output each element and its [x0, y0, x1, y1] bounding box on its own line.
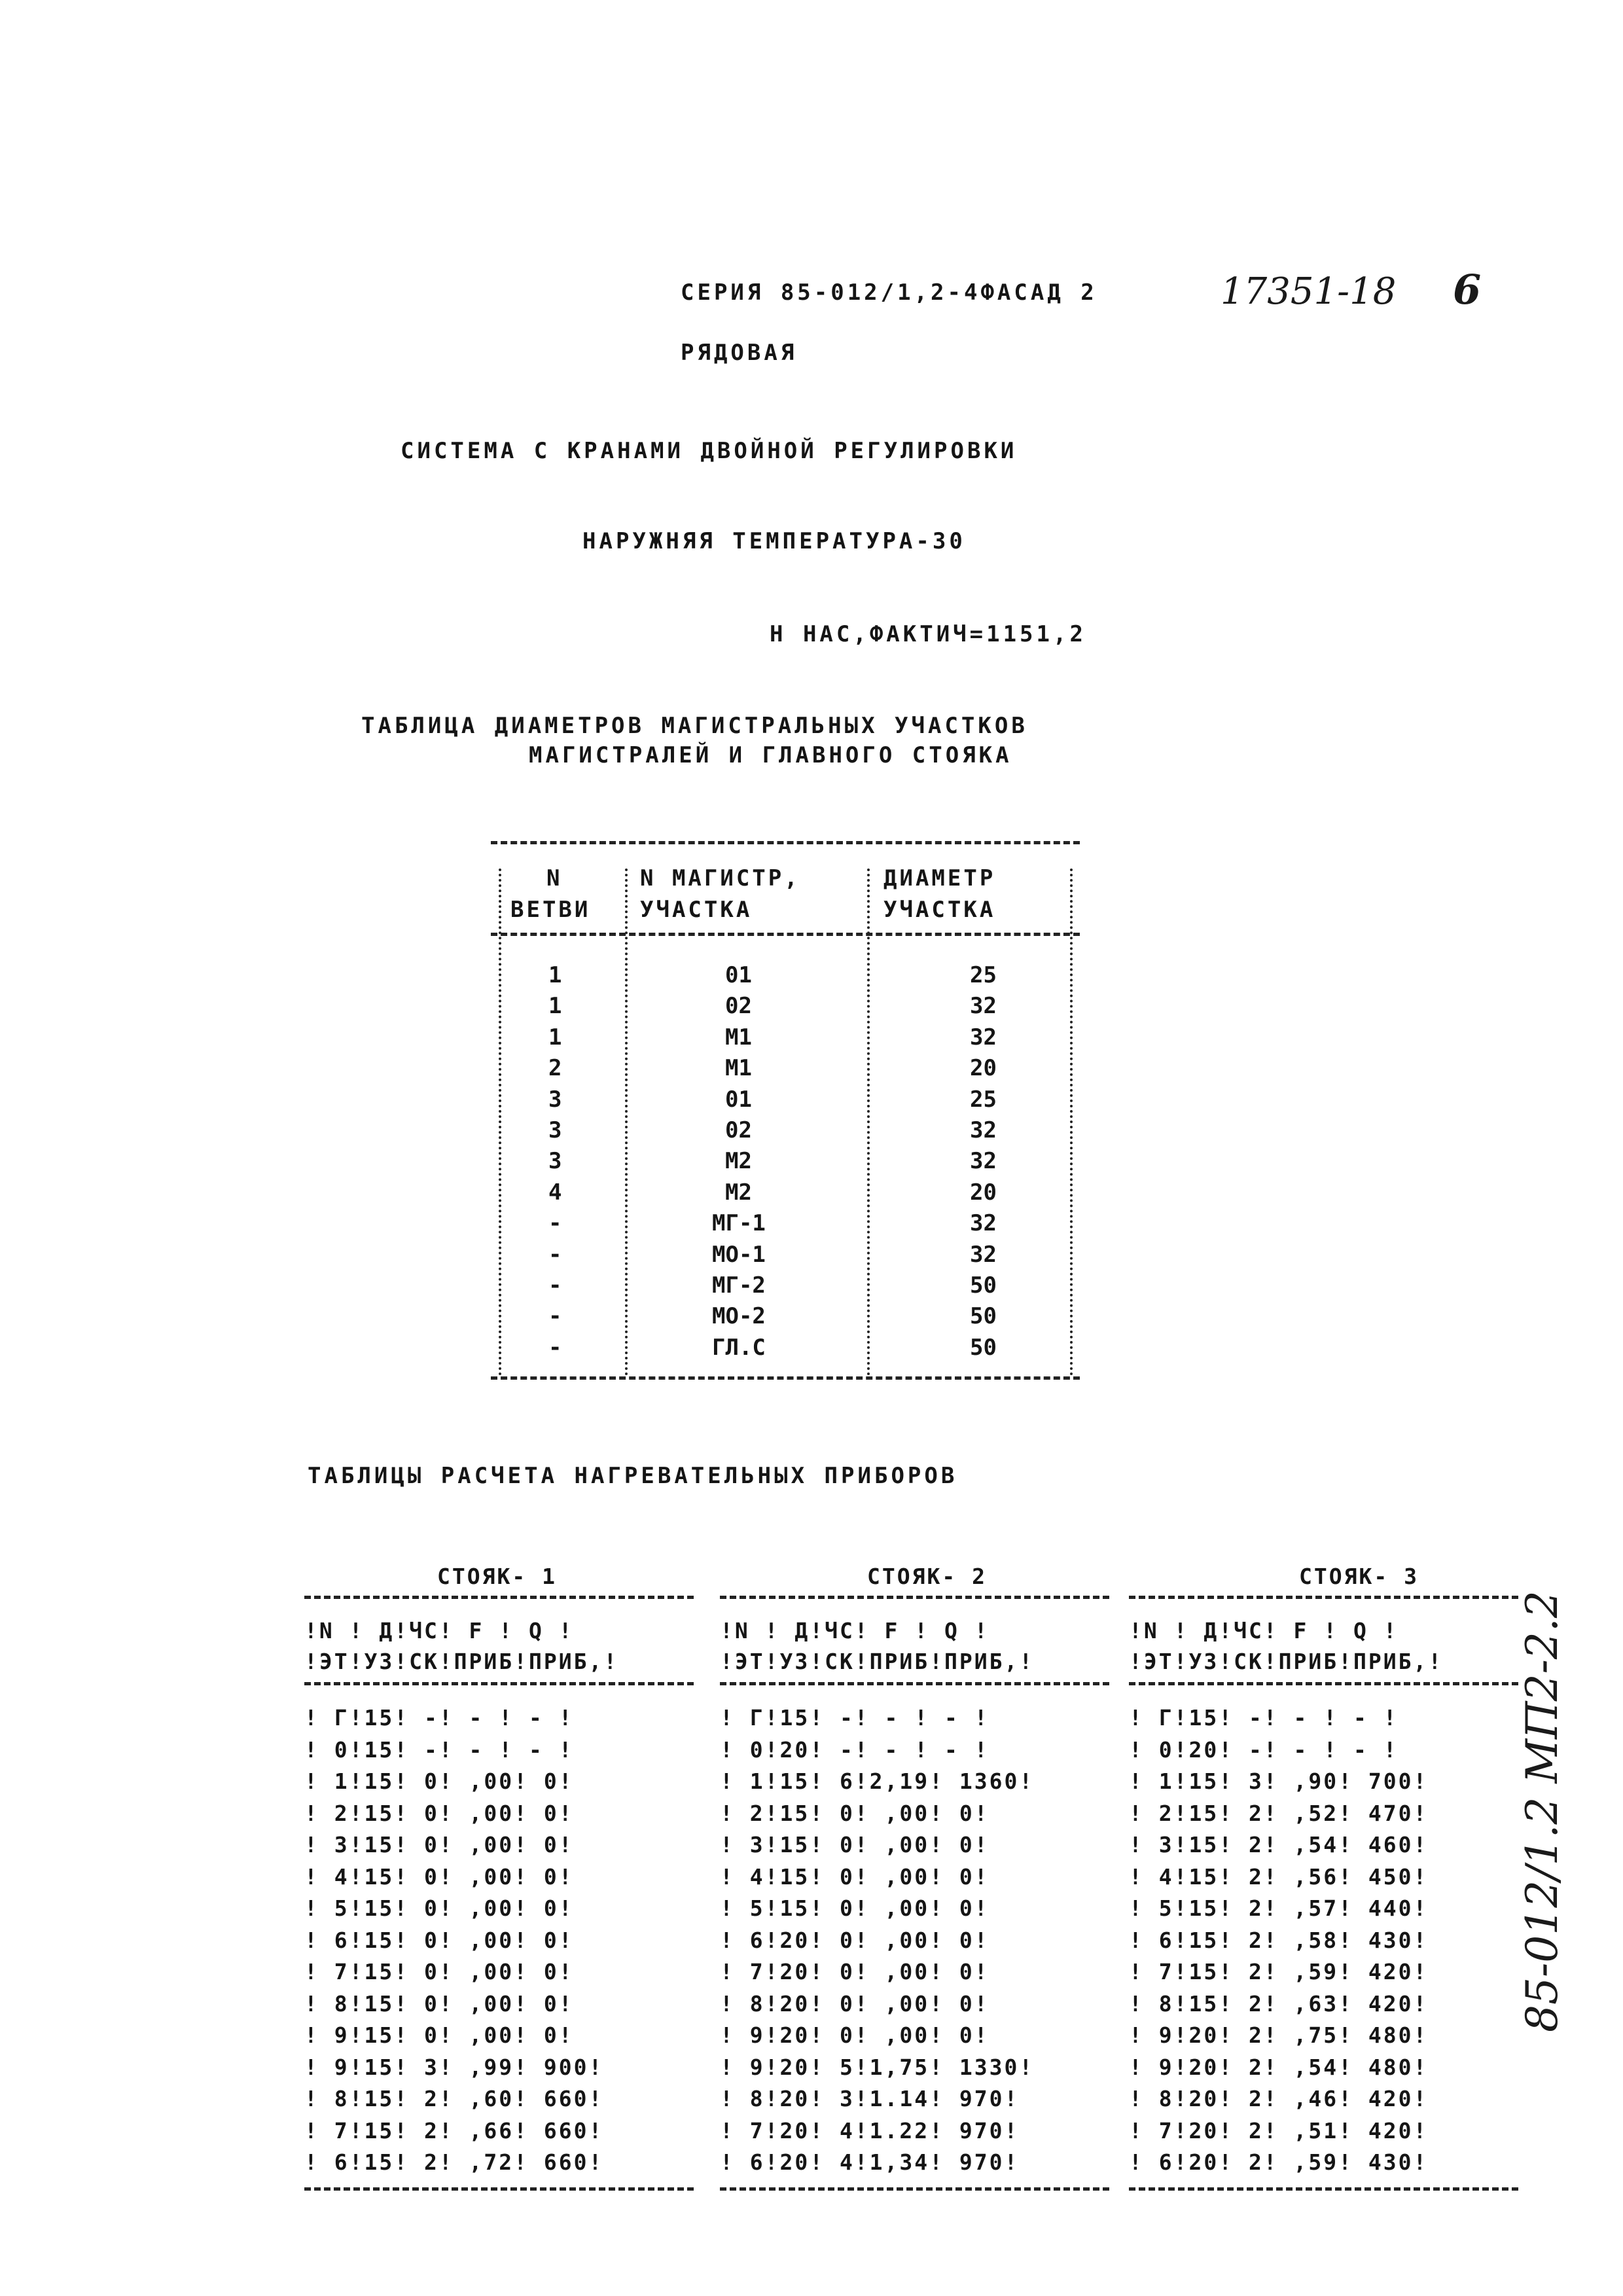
header-branch-line2: ВЕТВИ: [510, 897, 591, 923]
riser-row: ! 4!15! 0! ,00! 0!: [720, 1863, 990, 1890]
riser-row: ! Г!15! -! - ! - !: [304, 1705, 574, 1731]
riser-row: ! 2!15! 0! ,00! 0!: [720, 1800, 990, 1826]
branch-cell: 4: [548, 1179, 562, 1206]
riser-row: ! 5!15! 0! ,00! 0!: [304, 1895, 574, 1921]
riser-row: ! 8!20! 0! ,00! 0!: [720, 1990, 990, 2017]
diameter-cell: 25: [970, 962, 997, 988]
diameter-cell: 20: [970, 1055, 997, 1082]
riser-row: ! 4!15! 0! ,00! 0!: [304, 1863, 574, 1890]
series-code: СЕРИЯ 85-012/1,2-4ФАСАД 2: [681, 279, 1097, 306]
riser-row: ! 3!15! 2! ,54! 460!: [1129, 1832, 1429, 1857]
branch-cell: 1: [548, 1024, 562, 1050]
diameter-cell: 32: [970, 1148, 997, 1175]
riser-row: ! 2!15! 0! ,00! 0!: [304, 1800, 574, 1826]
branch-cell: -: [548, 1303, 562, 1330]
diameter-cell: 32: [970, 1210, 997, 1237]
header-diameter-line2: УЧАСТКА: [883, 897, 996, 923]
table-rule-top: [491, 841, 1080, 844]
riser-rule-top: [304, 1596, 694, 1599]
riser-row: ! 9!20! 2! ,54! 480!: [1129, 2054, 1429, 2080]
riser-row: ! 7!15! 2! ,66! 660!: [304, 2117, 604, 2144]
section-cell: М2: [725, 1179, 752, 1206]
table-divider-1: [625, 869, 628, 1376]
table-divider-2: [867, 869, 870, 1376]
outdoor-temperature: НАРУЖНЯЯ ТЕМПЕРАТУРА-30: [582, 528, 966, 554]
diameter-table: [491, 841, 1080, 1384]
branch-cell: 1: [548, 962, 562, 988]
diameter-cell: 20: [970, 1179, 997, 1206]
riser-rule-header: [304, 1682, 694, 1685]
riser-row: ! 0!20! -! - ! - !: [720, 1736, 990, 1763]
section-cell: М1: [725, 1055, 752, 1082]
riser-row: ! 3!15! 0! ,00! 0!: [304, 1832, 574, 1857]
system-title: СИСТЕМА С КРАНАМИ ДВОЙНОЙ РЕГУЛИРОВКИ: [401, 438, 1018, 464]
diameter-cell: 50: [970, 1303, 997, 1330]
riser-row: ! 2!15! 2! ,52! 470!: [1129, 1800, 1429, 1826]
branch-cell: 3: [548, 1086, 562, 1113]
riser-row: ! 9!20! 2! ,75! 480!: [1129, 2022, 1429, 2048]
riser-row: ! 8!20! 2! ,46! 420!: [1129, 2086, 1429, 2111]
riser-row: ! 4!15! 2! ,56! 450!: [1129, 1863, 1429, 1890]
riser-header-line1: !N ! Д!ЧС! F ! Q !: [720, 1618, 990, 1643]
riser-row: ! 7!20! 2! ,51! 420!: [1129, 2117, 1429, 2144]
riser-row: ! 1!15! 3! ,90! 700!: [1129, 1768, 1429, 1794]
riser-row: ! 5!15! 0! ,00! 0!: [720, 1895, 990, 1921]
branch-cell: 3: [548, 1117, 562, 1143]
branch-cell: -: [548, 1241, 562, 1268]
side-note: 85-012/1.2 МП2-2.2: [1517, 1590, 1567, 2032]
diameter-cell: 32: [970, 1024, 997, 1050]
riser-row: ! 8!15! 2! ,63! 420!: [1129, 1990, 1429, 2017]
riser-row: ! 9!15! 0! ,00! 0!: [304, 2022, 574, 2048]
riser-row: ! 9!20! 5!1,75! 1330!: [720, 2054, 1035, 2080]
riser-row: ! 6!15! 2! ,58! 430!: [1129, 1927, 1429, 1953]
riser-title: СТОЯК- 2: [867, 1564, 987, 1589]
branch-cell: 3: [548, 1148, 562, 1175]
riser-row: ! 8!15! 0! ,00! 0!: [304, 1990, 574, 2017]
section-cell: МГ-1: [712, 1210, 766, 1237]
riser-rule-top: [720, 1596, 1109, 1599]
riser-row: ! 7!20! 4!1.22! 970!: [720, 2117, 1020, 2144]
diameter-cell: 50: [970, 1334, 997, 1361]
riser-row: ! 7!20! 0! ,00! 0!: [720, 1959, 990, 1984]
riser-row: ! Г!15! -! - ! - !: [1129, 1705, 1399, 1731]
section-cell: МО-2: [712, 1303, 766, 1330]
riser-row: ! 1!15! 0! ,00! 0!: [304, 1768, 574, 1794]
branch-cell: 1: [548, 993, 562, 1020]
section-cell: 02: [725, 1117, 752, 1143]
header-section-line1: N МАГИСТР,: [640, 865, 800, 891]
riser-title: СТОЯК- 3: [1299, 1564, 1419, 1589]
riser-header-line2: !ЭТ!УЗ!СК!ПРИБ!ПРИБ,!: [720, 1649, 1035, 1674]
riser-rule-header: [1129, 1682, 1518, 1685]
riser-rule-header: [720, 1682, 1109, 1685]
branch-cell: -: [548, 1210, 562, 1237]
riser-row: ! 9!20! 0! ,00! 0!: [720, 2022, 990, 2048]
riser-row: ! 8!15! 2! ,60! 660!: [304, 2086, 604, 2111]
branch-cell: -: [548, 1334, 562, 1361]
section-cell: МГ-2: [712, 1272, 766, 1299]
diameter-cell: 25: [970, 1086, 997, 1113]
riser-row: ! 6!20! 0! ,00! 0!: [720, 1927, 990, 1953]
riser-row: ! 7!15! 2! ,59! 420!: [1129, 1959, 1429, 1984]
pressure-actual: Н НАС,ФАКТИЧ=1151,2: [770, 621, 1086, 647]
riser-header-line1: !N ! Д!ЧС! F ! Q !: [1129, 1618, 1399, 1643]
header-branch-line1: N: [546, 865, 563, 891]
riser-row: ! 3!15! 0! ,00! 0!: [720, 1832, 990, 1857]
riser-row: ! 9!15! 3! ,99! 900!: [304, 2054, 604, 2080]
diameter-cell: 32: [970, 993, 997, 1020]
section-cell: ГЛ.С: [712, 1334, 766, 1361]
riser-rule-bottom: [1129, 2187, 1518, 2191]
riser-row: ! Г!15! -! - ! - !: [720, 1705, 990, 1731]
riser-header-line2: !ЭТ!УЗ!СК!ПРИБ!ПРИБ,!: [304, 1649, 619, 1674]
table-border-left: [499, 869, 501, 1376]
page-number: 6: [1453, 266, 1482, 314]
diameter-table-title-line1: ТАБЛИЦА ДИАМЕТРОВ МАГИСТРАЛЬНЫХ УЧАСТКОВ: [361, 713, 1028, 739]
riser-row: ! 5!15! 2! ,57! 440!: [1129, 1895, 1429, 1921]
riser-row: ! 8!20! 3!1.14! 970!: [720, 2086, 1020, 2111]
section-cell: 02: [725, 993, 752, 1020]
calc-tables-title: ТАБЛИЦЫ РАСЧЕТА НАГРЕВАТЕЛЬНЫХ ПРИБОРОВ: [308, 1463, 958, 1489]
header-section-line2: УЧАСТКА: [640, 897, 753, 923]
riser-row: ! 7!15! 0! ,00! 0!: [304, 1959, 574, 1984]
riser-row: ! 6!20! 2! ,59! 430!: [1129, 2149, 1429, 2175]
riser-row: ! 6!15! 0! ,00! 0!: [304, 1927, 574, 1953]
riser-row: ! 6!20! 4!1,34! 970!: [720, 2149, 1020, 2175]
riser-rule-bottom: [304, 2187, 694, 2191]
riser-rule-bottom: [720, 2187, 1109, 2191]
branch-cell: -: [548, 1272, 562, 1299]
branch-cell: 2: [548, 1055, 562, 1082]
riser-row: ! 0!20! -! - ! - !: [1129, 1736, 1399, 1763]
table-rule-header: [491, 933, 1080, 936]
riser-row: ! 0!15! -! - ! - !: [304, 1736, 574, 1763]
riser-row: ! 1!15! 6!2,19! 1360!: [720, 1768, 1035, 1794]
subtitle: РЯДОВАЯ: [681, 340, 798, 366]
section-cell: М1: [725, 1024, 752, 1050]
riser-row: ! 6!15! 2! ,72! 660!: [304, 2149, 604, 2175]
diameter-cell: 50: [970, 1272, 997, 1299]
riser-rule-top: [1129, 1596, 1518, 1599]
document-number: 17351-18: [1221, 270, 1397, 313]
section-cell: МО-1: [712, 1241, 766, 1268]
table-border-right: [1070, 869, 1073, 1376]
diameter-table-title-line2: МАГИСТРАЛЕЙ И ГЛАВНОГО СТОЯКА: [529, 742, 1012, 768]
riser-header-line1: !N ! Д!ЧС! F ! Q !: [304, 1618, 574, 1643]
section-cell: 01: [725, 962, 752, 988]
section-cell: М2: [725, 1148, 752, 1175]
header-diameter-line1: ДИАМЕТР: [883, 865, 996, 891]
riser-header-line2: !ЭТ!УЗ!СК!ПРИБ!ПРИБ,!: [1129, 1649, 1444, 1674]
diameter-cell: 32: [970, 1117, 997, 1143]
section-cell: 01: [725, 1086, 752, 1113]
table-rule-bottom: [491, 1376, 1080, 1380]
riser-title: СТОЯК- 1: [437, 1564, 557, 1589]
diameter-cell: 32: [970, 1241, 997, 1268]
